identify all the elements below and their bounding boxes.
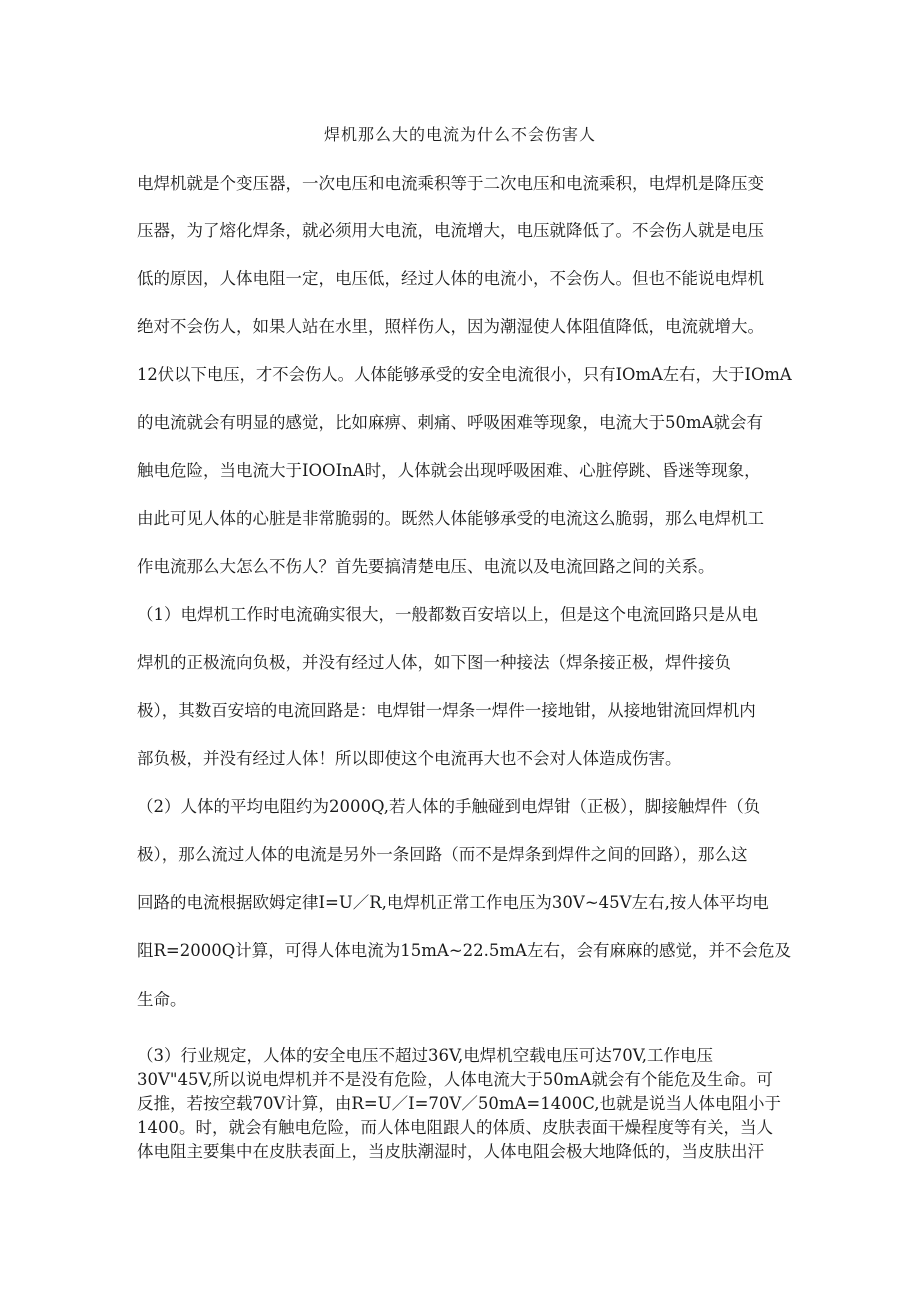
paragraph-3-line-3: 回路的电流根据欧姆定律I=U／R,电焊机正常工作电压为30V~45V左右,按人体平均电 <box>137 893 769 912</box>
paragraph-4-line-1: （3）行业规定，人体的安全电压不超过36V,电焊机空载电压可达70V,工作电压 <box>137 1046 714 1065</box>
paragraph-1-line-8: 由此可见人体的心脏是非常脆弱的。既然人体能够承受的电流这么脆弱，那么电焊机工 <box>137 509 764 528</box>
paragraph-1-line-6: 的电流就会有明显的感觉，比如麻痹、刺痛、呼吸困难等现象，电流大于50mA就会有 <box>137 413 764 432</box>
document-title: 焊机那么大的电流为什么不会伤害人 <box>323 125 596 144</box>
paragraph-1-line-1: 电焊机就是个变压器，一次电压和电流乘积等于二次电压和电流乘积，电焊机是降压变 <box>137 174 764 193</box>
paragraph-3-line-5: 生命。 <box>137 990 187 1009</box>
paragraph-1-line-7: 触电危险，当电流大于IOOInA时，人体就会出现呼吸困难、心脏停跳、昏迷等现象， <box>137 461 761 480</box>
paragraph-3-line-1: （2）人体的平均电阻约为2000Q,若人体的手触碰到电焊钳（正极），脚接触焊件（负 <box>137 797 761 816</box>
paragraph-2-line-2: 焊机的正极流向负极，并没有经过人体，如下图一种接法（焊条接正极，焊件接负 <box>137 653 731 672</box>
paragraph-3-line-2: 极），那么流过人体的电流是另外一条回路（而不是焊条到焊件之间的回路），那么这 <box>137 845 748 864</box>
paragraph-4-line-4: 1400。时，就会有触电危险，而人体电阻跟人的体质、皮肤表面干燥程度等有关，当人 <box>137 1118 773 1137</box>
paragraph-2-line-1: （1）电焊机工作时电流确实很大，一般都数百安培以上，但是这个电流回路只是从电 <box>137 605 758 624</box>
paragraph-4-line-3: 反推，若按空载70V计算，由R=U／I=70V／50mA=1400C,也就是说当人体电阻小于 <box>137 1094 781 1113</box>
paragraph-1-line-9: 作电流那么大怎么不伤人？首先要搞清楚电压、电流以及电流回路之间的关系。 <box>137 557 715 576</box>
paragraph-4-line-5: 体电阻主要集中在皮肤表面上，当皮肤潮湿时，人体电阻会极大地降低的，当皮肤出汗 <box>137 1142 764 1161</box>
paragraph-4-line-2: 30V"45V,所以说电焊机并不是没有危险，人体电流大于50mA就会有个能危及生命。可 <box>137 1070 773 1089</box>
paragraph-1-line-5: 12伏以下电压，才不会伤人。人体能够承受的安全电流很小，只有IOmA左右，大于IOmA <box>137 365 792 384</box>
paragraph-2-line-4: 部负极，并没有经过人体！所以即使这个电流再大也不会对人体造成伤害。 <box>137 749 682 768</box>
paragraph-1-line-4: 绝对不会伤人，如果人站在水里，照样伤人，因为潮湿使人体阻值降低，电流就增大。 <box>137 317 764 336</box>
paragraph-3-line-4: 阻R=2000Q计算，可得人体电流为15mA~22.5mA左右，会有麻麻的感觉，并不会危及 <box>137 941 791 960</box>
paragraph-1-line-3: 低的原因，人体电阻一定，电压低，经过人体的电流小，不会伤人。但也不能说电焊机 <box>137 269 764 288</box>
paragraph-2-line-3: 极），其数百安培的电流回路是：电焊钳一焊条一焊件一接地钳，从接地钳流回焊机内 <box>137 701 756 720</box>
paragraph-1-line-2: 压器，为了熔化焊条，就必须用大电流，电流增大，电压就降低了。不会伤人就是电压 <box>137 221 764 240</box>
